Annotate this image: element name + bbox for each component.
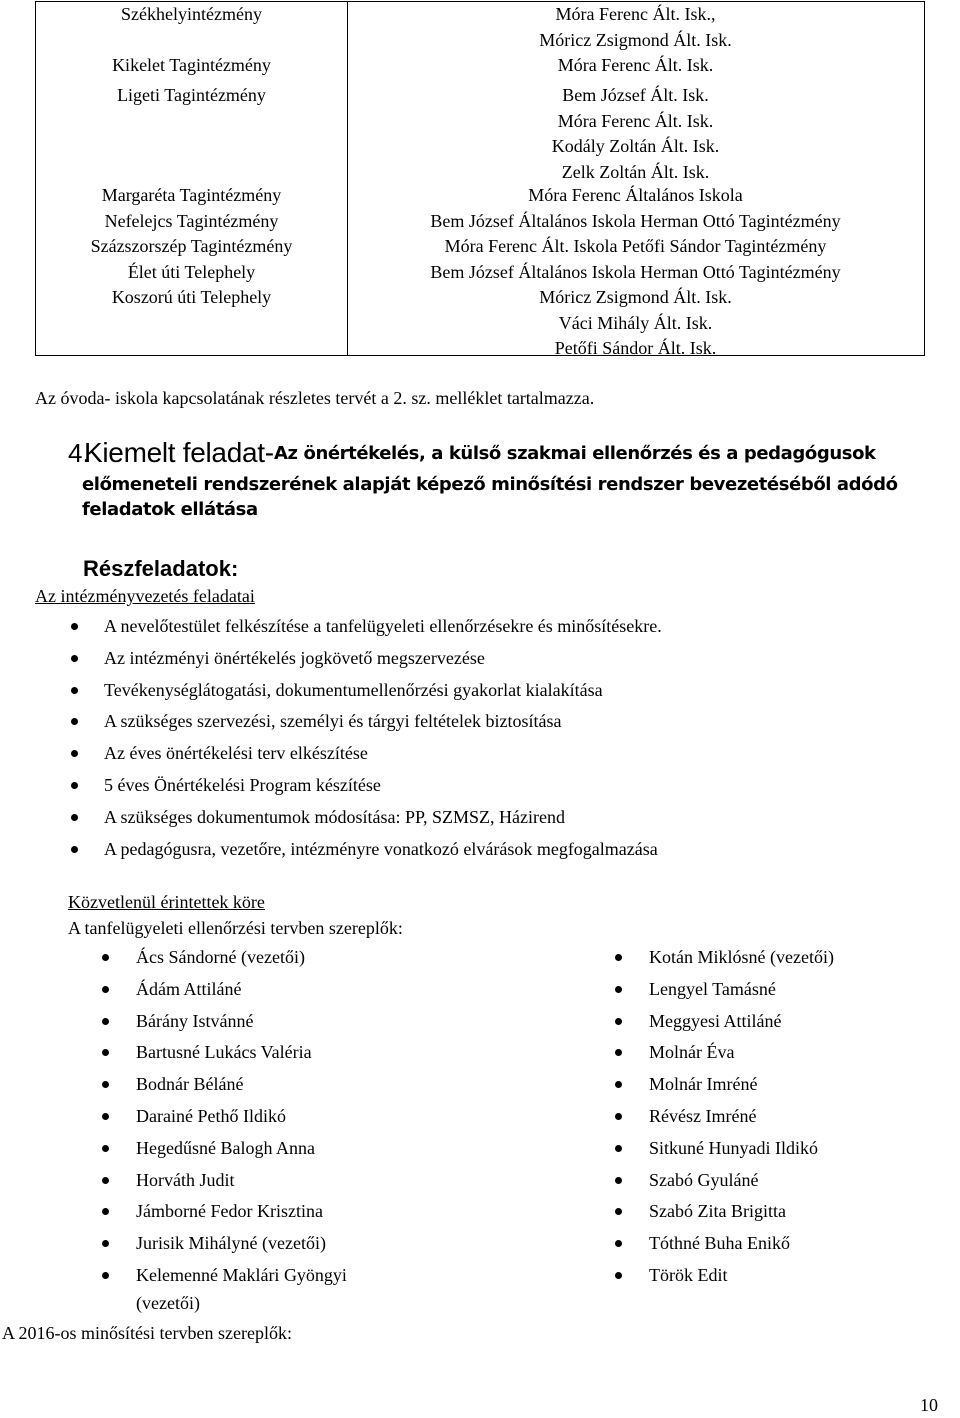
inspection-plan-title: A tanfelügyeleti ellenőrzési tervben szereplők: xyxy=(68,918,403,938)
list-item: Az éves önértékelési terv elkészítése xyxy=(104,739,662,771)
list-item: Molnár Éva xyxy=(649,1039,834,1071)
table-cell-schools: Móra Ferenc Általános Iskola xyxy=(528,185,743,205)
list-item: Jámborné Fedor Krisztina xyxy=(136,1198,347,1230)
table-cell-institution: Százszorszép Tagintézmény xyxy=(90,236,293,256)
list-item: Török Edit xyxy=(649,1262,834,1294)
list-item: Sitkuné Hunyadi Ildikó xyxy=(649,1135,834,1167)
participants-list-left xyxy=(136,944,347,1313)
list-item: Tevékenységlátogatási, dokumentumellenőrzési gyakorlat kialakítása xyxy=(104,676,662,708)
section-title-line: Az önértékelés, a külső szakmai ellenőrzés és a pedagógusok xyxy=(274,443,876,464)
list-item xyxy=(136,1262,347,1313)
list-item: Tóthné Buha Enikő xyxy=(649,1230,834,1262)
table-row xyxy=(36,2,924,28)
list-item: Bartusné Lukács Valéria xyxy=(136,1039,347,1071)
table-cell-schools: Bem József Általános Iskola Herman Ottó Tagintézmény xyxy=(430,261,841,282)
list-item: A szükséges dokumentumok módosítása: PP, SZMSZ, Házirend xyxy=(104,803,662,835)
list-item: Hegedűsné Balogh Anna xyxy=(136,1135,347,1167)
list-item: Az intézményi önértékelés jogkövető megszervezése xyxy=(104,644,662,676)
table-row xyxy=(36,209,924,235)
list-item: A szükséges szervezési, személyi és tárgyi feltételek biztosítása xyxy=(104,707,662,739)
section-title: Kiemelt feladat- xyxy=(84,437,274,468)
page-number: 10 xyxy=(920,1395,938,1415)
table-cell-schools: Móra Ferenc Ált. Iskola Petőfi Sándor Tagintézmény xyxy=(444,236,827,256)
table-cell-institution: Margaréta Tagintézmény xyxy=(101,185,282,205)
table-cell-schools: Móricz Zsigmond Ált. Isk. xyxy=(539,29,732,50)
table-row xyxy=(36,285,924,362)
table-row xyxy=(36,53,924,79)
section-number: 4. xyxy=(68,438,90,468)
list-item: Meggyesi Attiláné xyxy=(649,1008,834,1040)
section-title-line: feladatok ellátása xyxy=(82,499,258,520)
table-cell-schools: Bem József Általános Iskola Herman Ottó Tagintézmény xyxy=(430,210,841,231)
table-row xyxy=(36,83,924,185)
table-row xyxy=(36,183,924,209)
list-item-continuation: (vezetői) xyxy=(136,1292,200,1313)
list-item: Molnár Imréné xyxy=(649,1071,834,1103)
list-item: Ádám Attiláné xyxy=(136,976,347,1008)
table-cell-institution: Székhelyintézmény xyxy=(121,4,262,24)
list-item: A nevelőtestület felkészítése a tanfelügyeleti ellenőrzésekre és minősítésekre. xyxy=(104,612,662,644)
table-row xyxy=(36,234,924,260)
participants-list-right xyxy=(649,944,834,1294)
table-cell-schools: Bem József Ált. Isk. Móra Ferenc Ált. Isk. Kodály Zoltán Ált. Isk. Zelk Zoltán Ált. Isk. xyxy=(551,85,720,182)
table-cell-institution xyxy=(36,28,347,54)
list-item: Horváth Judit xyxy=(136,1167,347,1199)
leadership-task-list xyxy=(104,612,662,866)
table-cell-schools: Móricz Zsigmond Ált. Isk. Váci Mihály Ált. Isk. Petőfi Sándor Ált. Isk. xyxy=(539,287,732,358)
list-item: Bárány Istvánné xyxy=(136,1008,347,1040)
list-item: A pedagógusra, vezetőre, intézményre vonatkozó elvárások megfogalmazása xyxy=(104,835,662,867)
list-item: Bodnár Béláné xyxy=(136,1071,347,1103)
affected-heading: Közvetlenül érintettek köre xyxy=(68,892,265,912)
section-title-line: előmeneteli rendszerének alapját képező minősítési rendszer bevezetéséből adódó xyxy=(82,474,898,495)
list-item: Kotán Miklósné (vezetői) xyxy=(649,944,834,976)
partner-schools-table xyxy=(35,1,925,356)
qualification-plan-title: A 2016-os minősítési tervben szereplők: xyxy=(2,1323,292,1343)
list-item: Jurisik Mihályné (vezetői) xyxy=(136,1230,347,1262)
table-cell-institution: Élet úti Telephely xyxy=(127,261,256,282)
table-cell-institution: Ligeti Tagintézmény xyxy=(117,85,266,105)
table-row xyxy=(36,260,924,286)
list-item: Lengyel Tamásné xyxy=(649,976,834,1008)
list-item: Darainé Pethő Ildikó xyxy=(136,1103,347,1135)
table-cell-schools: Móra Ferenc Ált. Isk. xyxy=(557,55,714,75)
table-cell-institution: Koszorú úti Telephely xyxy=(111,287,272,307)
table-row xyxy=(36,28,924,54)
leadership-tasks-title: Az intézményvezetés feladatai xyxy=(35,586,255,606)
list-item: Szabó Zita Brigitta xyxy=(649,1198,834,1230)
list-item: Ács Sándorné (vezetői) xyxy=(136,944,347,976)
annex-note: Az óvoda- iskola kapcsolatának részletes tervét a 2. sz. melléklet tartalmazza. xyxy=(35,388,595,408)
list-item: Szabó Gyuláné xyxy=(649,1167,834,1199)
table-cell-institution: Kikelet Tagintézmény xyxy=(112,55,271,75)
subtasks-heading: Részfeladatok: xyxy=(83,556,239,581)
table-cell-institution: Nefelejcs Tagintézmény xyxy=(104,210,279,231)
list-item: 5 éves Önértékelési Program készítése xyxy=(104,771,662,803)
list-item-text: Kelemenné Maklári Gyöngyi xyxy=(136,1264,347,1285)
list-item: Révész Imréné xyxy=(649,1103,834,1135)
table-cell-schools: Móra Ferenc Ált. Isk., xyxy=(555,4,716,24)
